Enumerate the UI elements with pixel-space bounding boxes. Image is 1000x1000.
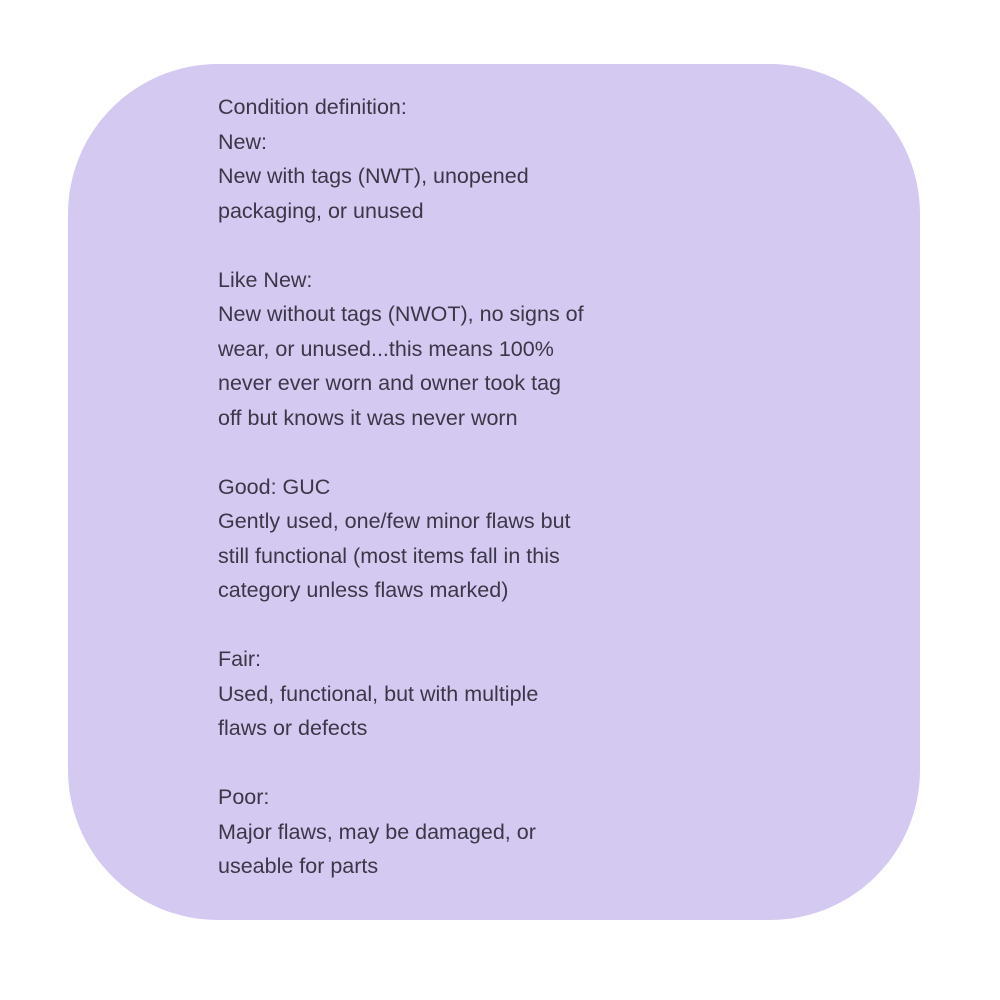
section-gap xyxy=(218,228,920,263)
section-title: Like New: xyxy=(218,267,313,292)
section-line: New without tags (NWOT), no signs of xyxy=(218,302,584,326)
section-line: packaging, or unused xyxy=(218,198,424,223)
section-poor xyxy=(218,780,920,884)
section-line: off but knows it was never worn xyxy=(218,405,518,430)
section-line: flaws or defects xyxy=(218,716,368,740)
section-line: Major flaws, may be damaged, or xyxy=(218,819,536,844)
condition-card xyxy=(68,64,920,920)
section-gap xyxy=(218,608,920,643)
section-line: category unless flaws marked) xyxy=(218,578,509,602)
section-good xyxy=(218,470,920,608)
section-line: Used, functional, but with multiple xyxy=(218,681,539,706)
card-heading: Condition definition: xyxy=(218,95,407,119)
section-line: useable for parts xyxy=(218,854,379,878)
section-line: still functional (most items fall in this xyxy=(218,543,560,568)
section-title: Fair: xyxy=(218,647,261,671)
section-line: Gently used, one/few minor flaws but xyxy=(218,509,571,533)
section-line: never ever worn and owner took tag xyxy=(218,371,562,395)
section-title: Good: GUC xyxy=(218,474,331,499)
section-line: wear, or unused...this means 100% xyxy=(218,336,554,361)
section-line: New with tags (NWT), unopened xyxy=(218,164,529,188)
section-like-new xyxy=(218,263,920,436)
section-gap xyxy=(218,435,920,470)
section-fair xyxy=(218,642,920,746)
section-title: Poor: xyxy=(218,785,270,809)
section-title: New: xyxy=(218,129,267,154)
section-gap xyxy=(218,746,920,781)
section-new xyxy=(218,125,920,229)
